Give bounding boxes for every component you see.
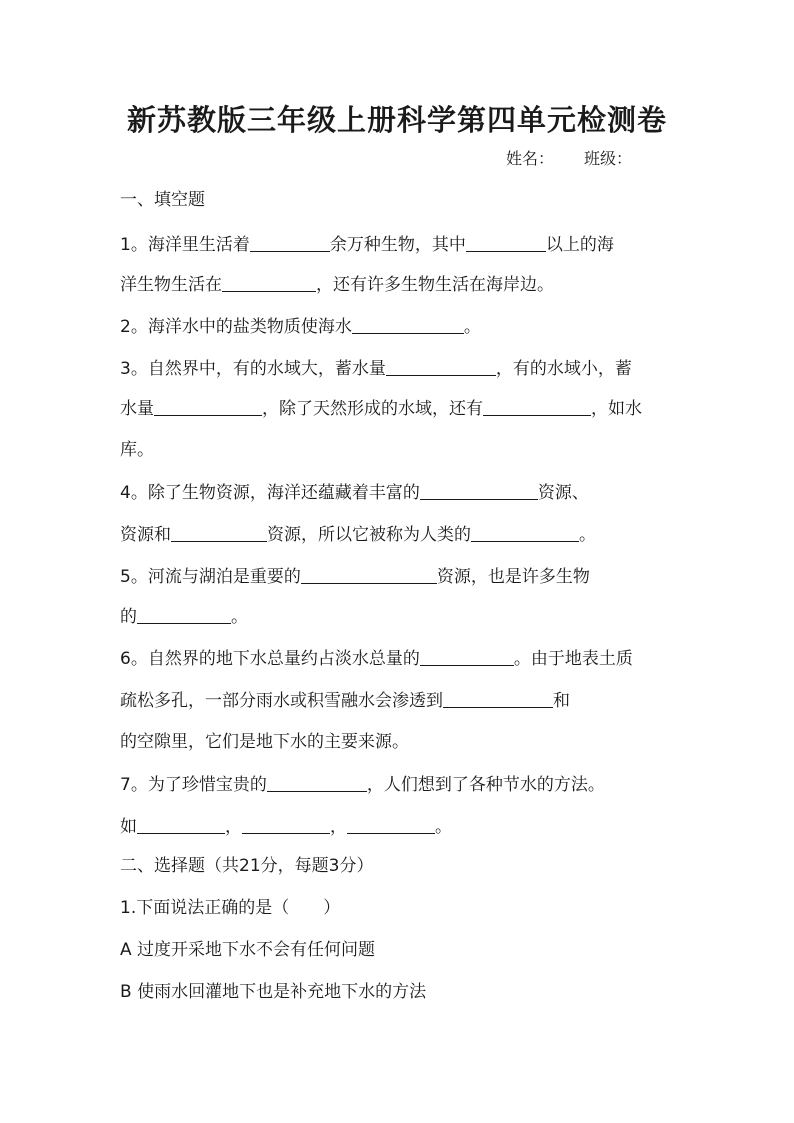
question-5-line-2: 的 。 bbox=[120, 607, 248, 627]
answer-blank[interactable] bbox=[420, 484, 538, 500]
answer-blank[interactable] bbox=[301, 568, 437, 584]
question-3-line-1: 3。自然界中，有的水域大，蓄水量 ，有的水域小，蓄 bbox=[120, 359, 632, 379]
question-6-line-1: 6。自然界的地下水总量约占淡水总量的 。由于地表土质 bbox=[120, 649, 633, 669]
answer-blank[interactable] bbox=[250, 236, 330, 252]
answer-blank[interactable] bbox=[386, 360, 496, 376]
choice-question-1-stem: 1.下面说法正确的是（ ） bbox=[120, 898, 341, 918]
section-1-heading: 一、填空题 bbox=[120, 190, 205, 210]
answer-blank[interactable] bbox=[137, 818, 225, 834]
answer-blank[interactable] bbox=[242, 818, 330, 834]
answer-blank[interactable] bbox=[154, 400, 262, 416]
answer-blank[interactable] bbox=[420, 650, 514, 666]
answer-blank[interactable] bbox=[267, 776, 367, 792]
question-2: 2。海洋水中的盐类物质使海水 。 bbox=[120, 317, 481, 337]
question-5-line-1: 5。河流与湖泊是重要的 资源，也是许多生物 bbox=[120, 567, 590, 587]
answer-blank[interactable] bbox=[471, 526, 579, 542]
question-7-line-2: 如 ， ， 。 bbox=[120, 817, 452, 837]
choice-option-b[interactable]: B 使雨水回灌地下也是补充地下水的方法 bbox=[120, 982, 427, 1002]
answer-blank[interactable] bbox=[483, 400, 591, 416]
question-7-line-1: 7。为了珍惜宝贵的 ，人们想到了各种节水的方法。 bbox=[120, 775, 605, 795]
answer-blank[interactable] bbox=[171, 526, 267, 542]
question-1-line-2: 洋生物生活在 ，还有许多生物生活在海岸边。 bbox=[120, 275, 554, 295]
answer-blank[interactable] bbox=[347, 818, 435, 834]
answer-blank[interactable] bbox=[443, 692, 553, 708]
answer-blank[interactable] bbox=[222, 276, 316, 292]
choice-option-a[interactable]: A 过度开采地下水不会有任何问题 bbox=[120, 940, 376, 960]
answer-blank[interactable] bbox=[137, 608, 231, 624]
section-2-heading: 二、选择题（共21分，每题3分） bbox=[120, 856, 374, 876]
question-3-line-2: 水量 ，除了天然形成的水域，还有 ，如水 bbox=[120, 399, 642, 419]
question-1-line-1: 1。海洋里生活着 余万种生物，其中 以上的海 bbox=[120, 235, 614, 255]
question-6-line-2: 疏松多孔，一部分雨水或积雪融水会渗透到 和 bbox=[120, 691, 570, 711]
page-title: 新苏教版三年级上册科学第四单元检测卷 bbox=[126, 103, 667, 137]
answer-blank[interactable] bbox=[352, 318, 464, 334]
question-4-line-1: 4。除了生物资源，海洋还蕴藏着丰富的 资源、 bbox=[120, 483, 589, 503]
answer-blank[interactable] bbox=[466, 236, 546, 252]
question-6-line-3: 的空隙里，它们是地下水的主要来源。 bbox=[120, 732, 409, 752]
name-label: 姓名： bbox=[506, 149, 555, 168]
student-info bbox=[506, 146, 632, 169]
question-3-line-3: 库。 bbox=[120, 440, 154, 460]
class-label: 班级： bbox=[584, 149, 633, 168]
question-4-line-2: 资源和 资源，所以它被称为人类的 。 bbox=[120, 525, 596, 545]
